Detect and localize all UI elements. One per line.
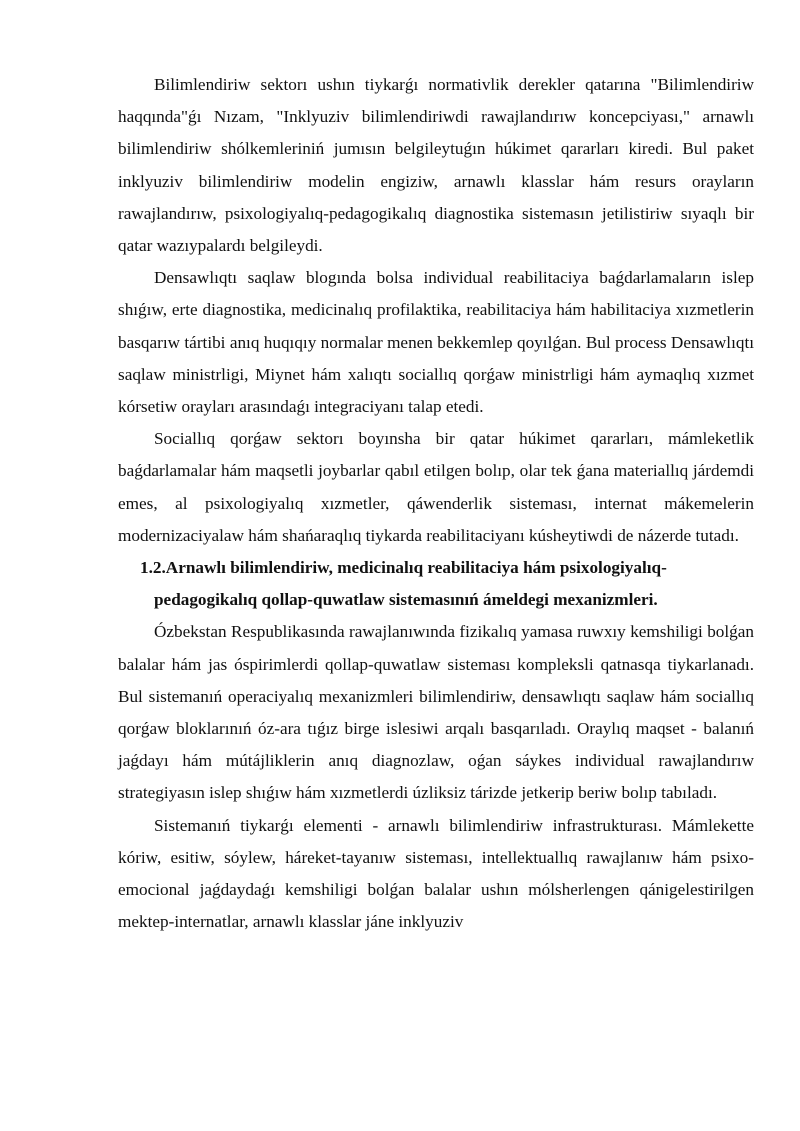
paragraph-healthcare-block: Densawlıqtı saqlaw blogında bolsa individual reabilitaciya baǵdarlamaların islep shıǵıw, erte diagnostika, medicinalıq profilaktika, reabilitaciya hám habilitaciya xızmetlerin basqarıw tártibi anıq huqıqıy normalar menen bekkemlep qoyılǵan. Bul process Densawlıqtı saqlaw ministrligi, Miynet hám xalıqtı sociallıq qorǵaw ministrligi hám aymaqlıq xızmet kórsetiw orayları arasındaǵı integraciyanı talap etedi.: [118, 268, 754, 417]
paragraph-social-protection: Sociallıq qorǵaw sektorı boyınsha bir qatar húkimet qararları, mámleketlik baǵdarlamalar hám maqsetli joybarlar qabıl etilgen bolıp, olar tek ǵana materiallıq járdemdi emes, al psixologiyalıq xızmetler, qáwenderlik sisteması, internat mákemelerin modernizaciyalaw hám shańaraqlıq tiykarda reabilitaciyanı kúsheytiwdi de názerde tutadı.: [118, 429, 754, 545]
document-page: [118, 69, 754, 938]
section-heading-line-2: pedagogikalıq qollap-quwatlaw sistemasınıń ámeldegi mexanizmleri.: [154, 590, 658, 610]
paragraph-education-sector: Bilimlendiriw sektorı ushın tiykarǵı normativlik derekler qatarına "Bilimlendiriw haqqında"ǵı Nızam, "Inklyuziv bilimlendiriwdi rawajlandırıw koncepciyası," arnawlı bilimlendiriw shólkemleriniń jumısın belgileytuǵın húkimet qararları kiredi. Bul paket inklyuziv bilimlendiriw modelin engiziw, arnawlı klasslar hám resurs orayların rawajlandırıw, psixologiyalıq-pedagogikalıq diagnostika sistemasın jetilistiriw sıyaqlı bir qatar wazıypalardı belgileydi.: [118, 75, 754, 256]
section-heading-line-1: 1.2.Arnawlı bilimlendiriw, medicinalıq reabilitaciya hám psixologiyalıq-: [140, 558, 667, 578]
paragraph-support-system: Ózbekstan Respublikasında rawajlanıwında fizikalıq yamasa ruwxıy kemshiligi bolǵan balalar hám jas óspirimlerdi qollap-quwatlaw sisteması kompleksli qatnasqa tiykarlanadı. Bul sistemanıń operaciyalıq mexanizmleri bilimlendiriw, densawlıqtı saqlaw hám sociallıq qorǵaw bloklarınıń óz-ara tıǵız birge islesiwi arqalı basqarıladı. Oraylıq maqset - balanıń jaǵdayı hám mútájliklerin anıq diagnozlaw, oǵan sáykes individual rawajlandırıw strategiyasın islep shıǵıw hám xızmetlerdi úzliksiz tárizde jetkerip beriw bolıp tabıladı.: [118, 622, 754, 803]
section-heading: [118, 552, 754, 616]
paragraph-infrastructure: Sistemanıń tiykarǵı elementi - arnawlı bilimlendiriw infrastrukturası. Mámlekette kóriw, esitiw, sóylew, háreket-tayanıw sisteması, intellektuallıq rawajlanıw hám psixo-emocional jaǵdaydaǵı kemshiligi bolǵan balalar ushın mólsherlengen qánigelestirilgen mektep-internatlar, arnawlı klasslar jáne inklyuziv: [118, 815, 754, 932]
